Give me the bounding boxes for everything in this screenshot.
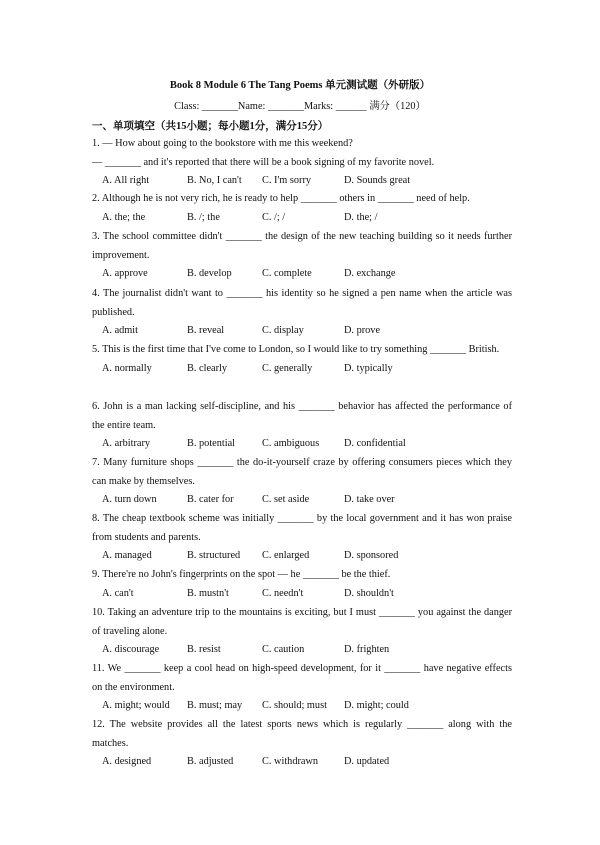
option-a[interactable]: A. normally (102, 362, 152, 374)
question-stem: 12. The website provides all the latest sports news which is regularly _______ along with the matches. (92, 719, 512, 749)
option-d[interactable]: D. updated (344, 756, 390, 767)
option-b[interactable]: B. mustn't (187, 587, 229, 599)
option-c[interactable]: C. display (262, 325, 304, 336)
student-info-line: Class: _______Name: _______Marks: ______ 满分（120） (174, 101, 426, 112)
question-stem: 10. Taking an adventure trip to the mountains is exciting, but I must _______ you against the danger of traveling alone. (92, 607, 512, 637)
option-b[interactable]: B. resist (187, 644, 221, 655)
option-a[interactable]: A. admit (102, 325, 139, 336)
option-b[interactable]: B. develop (187, 268, 232, 279)
question-stem: 9. There're no John's fingerprints on the spot — he _______ be the thief. (92, 569, 391, 580)
question-stem: 11. We _______ keep a cool head on high-speed development, for it _______ have negative effects on the environment. (92, 663, 512, 693)
option-d[interactable]: D. might; could (344, 700, 409, 711)
question-10 (92, 604, 512, 660)
option-c[interactable]: C. should; must (262, 700, 327, 711)
option-a[interactable]: A. might; would (102, 700, 170, 711)
question-stem: 6. John is a man lacking self-discipline, and his _______ behavior has affected the performance of the entire team. (92, 401, 512, 431)
option-d[interactable]: D. frighten (344, 644, 390, 655)
option-row (92, 435, 512, 454)
option-row (92, 697, 512, 716)
option-c[interactable]: C. /; / (262, 211, 286, 223)
option-d[interactable]: D. exchange (344, 268, 396, 279)
question-8 (92, 510, 512, 566)
question-7 (92, 454, 512, 510)
option-b[interactable]: B. cater for (187, 494, 234, 505)
option-a[interactable]: A. approve (102, 268, 148, 279)
question-stem: 4. The journalist didn't want to _______ his identity so he signed a pen name when the article was published. (92, 288, 512, 318)
option-a[interactable]: A. turn down (102, 494, 157, 505)
option-a[interactable]: A. can't (102, 587, 134, 599)
option-row (92, 322, 512, 341)
option-b[interactable]: B. must; may (187, 700, 243, 711)
question-stem: 7. Many furniture shops _______ the do-it-yourself craze by offering consumers pieces which they can make by themselves. (92, 457, 512, 487)
question-4 (92, 285, 512, 341)
option-c[interactable]: C. needn't (262, 587, 304, 599)
question-11 (92, 660, 512, 716)
option-c[interactable]: C. caution (262, 644, 305, 655)
question-stem: 5. This is the first time that I've come to London, so I would like to try something _______ British. (92, 344, 500, 355)
option-a[interactable]: A. managed (102, 550, 152, 561)
option-c[interactable]: C. generally (262, 362, 313, 374)
option-d[interactable]: D. shouldn't (344, 587, 394, 599)
option-b[interactable]: B. clearly (187, 362, 228, 374)
option-row (92, 753, 512, 772)
option-a[interactable]: A. All right (102, 175, 150, 186)
option-a[interactable]: A. designed (102, 756, 152, 767)
question-stem: 8. The cheap textbook scheme was initially _______ by the local government and it has won praise from students and parents. (92, 513, 512, 543)
option-b[interactable]: B. adjusted (187, 756, 234, 767)
question-stem: 1. — How about going to the bookstore with me this weekend? (92, 138, 353, 149)
option-row (92, 265, 512, 284)
option-d[interactable]: D. Sounds great (344, 175, 411, 186)
option-d[interactable]: D. sponsored (344, 550, 399, 561)
question-1 (92, 135, 512, 191)
question-12 (92, 716, 512, 772)
option-a[interactable]: A. arbitrary (102, 438, 151, 449)
option-c[interactable]: C. I'm sorry (262, 175, 312, 186)
question-3 (92, 228, 512, 284)
option-row (92, 547, 512, 566)
option-d[interactable]: D. the; / (344, 211, 378, 223)
option-row (92, 360, 512, 379)
option-d[interactable]: D. typically (344, 362, 393, 374)
option-a[interactable]: A. the; the (102, 211, 146, 223)
question-6 (92, 398, 512, 454)
option-row (92, 209, 512, 228)
option-row (92, 491, 512, 510)
question-5 (92, 341, 512, 378)
question-stem: 3. The school committee didn't _______ the design of the new teaching building so it needs further improvement. (92, 231, 512, 261)
option-row (92, 172, 512, 191)
question-stem-continued: — _______ and it's reported that there will be a book signing of my favorite novel. (92, 156, 435, 168)
option-d[interactable]: D. prove (344, 325, 381, 336)
question-2 (92, 190, 512, 227)
option-row (92, 585, 512, 604)
section-heading: 一、单项填空（共15小题；每小题1分，满分15分） (92, 121, 329, 132)
question-stem: 2. Although he is not very rich, he is ready to help _______ others in _______ need of help. (92, 193, 470, 204)
option-c[interactable]: C. enlarged (262, 550, 310, 561)
question-9 (92, 566, 512, 603)
option-a[interactable]: A. discourage (102, 644, 160, 655)
document-title: Book 8 Module 6 The Tang Poems 单元测试题（外研版） (169, 80, 431, 91)
option-b[interactable]: B. reveal (187, 325, 225, 336)
option-c[interactable]: C. ambiguous (262, 438, 320, 449)
option-c[interactable]: C. withdrawn (262, 756, 319, 767)
option-b[interactable]: B. No, I can't (187, 175, 242, 186)
option-c[interactable]: C. complete (262, 268, 312, 279)
option-b[interactable]: B. structured (187, 550, 241, 561)
option-c[interactable]: C. set aside (262, 494, 310, 505)
option-d[interactable]: D. confidential (344, 438, 406, 449)
option-d[interactable]: D. take over (344, 494, 395, 505)
option-b[interactable]: B. /; the (187, 211, 220, 223)
option-row (92, 641, 512, 660)
option-b[interactable]: B. potential (187, 438, 236, 449)
